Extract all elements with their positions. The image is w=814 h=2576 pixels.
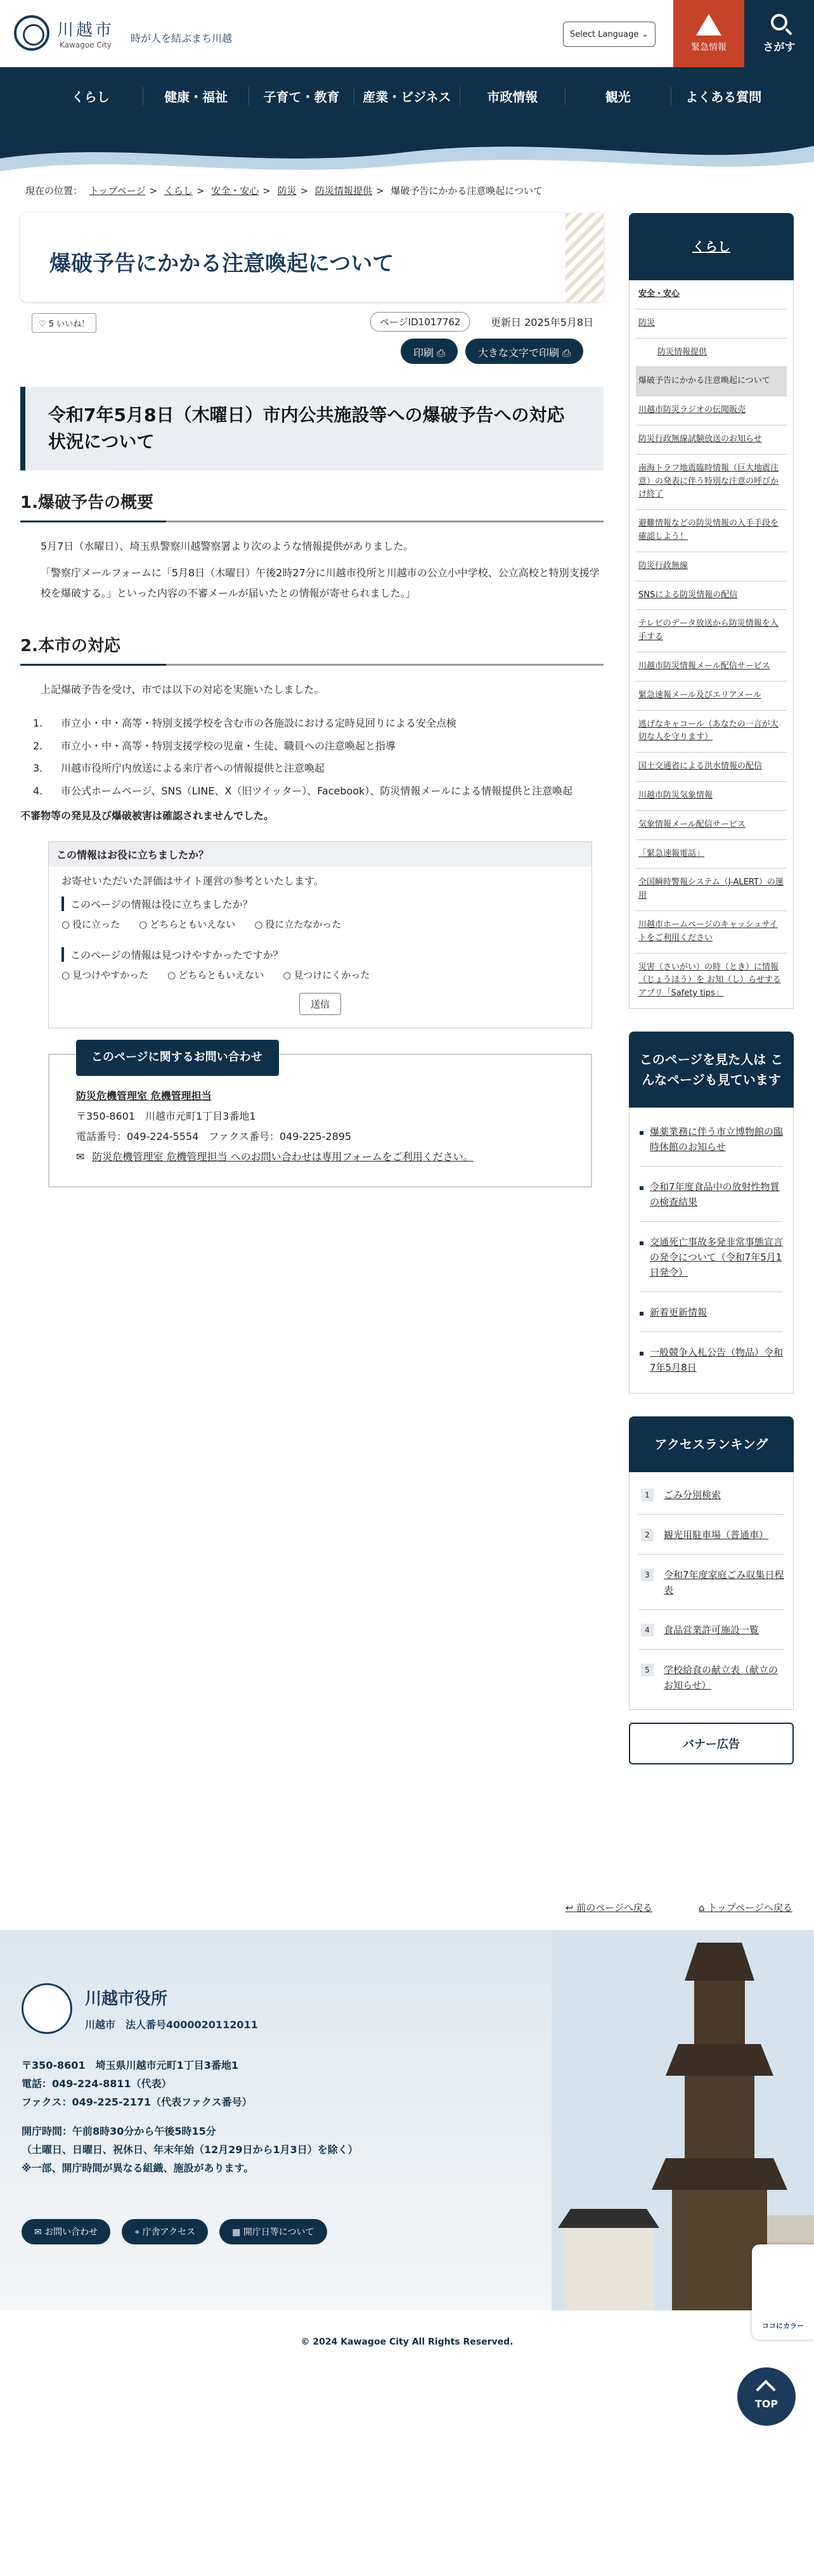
article-heading: 令和7年5月8日（木曜日）市内公共施設等への爆破予告への対応状況について (20, 387, 604, 470)
mail-icon: ✉ (76, 1151, 85, 1163)
sidebar-item[interactable]: 川越市ホームページのキャッシュサイトをご利用ください (636, 911, 787, 954)
rank-badge: 1 (641, 1489, 654, 1501)
footer-address: 〒350-8601 埼玉県川越市元町1丁目3番地1 電話：049-224-8811（代表） ファクス：049-225-2171（代表ファクス番号） 開庁時間：午前8時30分から午後5時15分 （土曜日、日曜日、祝休日、年末年始（12月29日から1月3日）を除く） ※一部、開庁時間が異なる組織、施設があります。 (22, 2059, 358, 2174)
home-link[interactable]: ⌂ トップページへ戻る (699, 1902, 792, 1913)
section-heading-2: 2.本市の対応 (20, 633, 604, 666)
list-item: 2. 市立小・中・高等・特別支援学校の児童・生徒、職員への注意喚起と指導 (33, 739, 396, 752)
copyright: © 2024 Kawagoe City All Rights Reserved. (300, 2337, 514, 2347)
sidebar-menu (629, 280, 794, 1009)
response-list (33, 715, 604, 799)
sidebar-item[interactable]: 防災行政無線 (636, 552, 787, 581)
sidebar-item[interactable]: 南海トラフ地震臨時情報（巨大地震注意）の発表に伴う特別な注意の呼びかけ終了 (636, 455, 787, 510)
sidebar-item[interactable]: 川越市防災ラジオの伝聞販売 (636, 396, 787, 425)
sidebar-item-current: 爆破予告にかかる注意喚起について (636, 367, 787, 396)
send-button[interactable]: 送信 (299, 993, 341, 1015)
radio-option[interactable]: ○ 見つけにくかった (283, 968, 370, 981)
rank-badge: 5 (641, 1664, 654, 1676)
related-title: このページを見た人は こんなページも見ています (629, 1032, 794, 1108)
warning-icon (696, 14, 721, 36)
related-link[interactable]: 爆薬業務に伴う市立博物館の臨時休館のお知らせ (640, 1111, 783, 1167)
calendar-icon: ▦ (232, 2227, 243, 2237)
back-to-top-button[interactable]: TOP (737, 2367, 796, 2426)
page-title: 爆破予告にかかる注意喚起について (49, 251, 394, 276)
radio-option[interactable]: ○ どちらともいえない (167, 968, 264, 981)
feedback-survey (48, 841, 592, 1028)
city-name: 川越市 (57, 20, 115, 40)
sidebar-item[interactable]: 防災行政無線試験放送のお知らせ (636, 425, 787, 455)
breadcrumb-link[interactable]: 安全・安心 (211, 185, 259, 197)
sidebar-item[interactable]: 安全・安心 (636, 280, 787, 309)
nav-item-tourism[interactable]: 観光 (565, 87, 671, 105)
sidebar-item[interactable]: 国土交通省による洪水情報の配信 (636, 753, 787, 782)
rank-badge: 3 (641, 1569, 654, 1581)
contact-title: このページに関するお問い合わせ (76, 1040, 279, 1076)
survey-question: このページの情報は役に立ちましたか？ (61, 896, 579, 911)
nav-item-government[interactable]: 市政情報 (460, 87, 565, 105)
site-footer (0, 1930, 814, 2310)
ranking-item[interactable]: 4 食品営業許可施設一覧 (638, 1610, 784, 1650)
nav-item-kurashi[interactable]: くらし (38, 87, 143, 105)
paragraph: 「警察庁メールフォームに「5月8日（木曜日）午後2時27分に川越市役所と川越市の公立小中学校、公立高校と特別支援学校を爆破する。」といった内容の不審メールが届いたとの情報が寄せられました。」 (41, 567, 600, 599)
contact-form-link[interactable]: 防災危機管理室 危機管理担当 へのお問い合わせは専用フォームをご利用ください。 (92, 1151, 474, 1163)
mascot-widget[interactable]: ココにカラー (752, 2244, 814, 2340)
site-logo[interactable] (14, 15, 232, 51)
city-emblem-icon (14, 15, 49, 51)
radio-option[interactable]: ○ どちらともいえない (139, 917, 235, 931)
sidebar-item[interactable]: テレビのデータ放送から防災情報を入手する (636, 610, 787, 652)
sidebar-item[interactable]: 防災情報提供 (636, 339, 787, 368)
sidebar-item[interactable]: 避難情報などの防災情報の入手手段を確認しよう！ (636, 510, 787, 552)
related-link[interactable]: 一般競争入札公告（物品）令和7年5月8日 (640, 1332, 783, 1387)
list-item: 4. 市公式ホームページ、SNS（LINE、X（旧ツイッター）、Facebook）、防災情報メールによる情報提供と注意喚起 (33, 784, 573, 797)
breadcrumb-link[interactable]: トップページ (89, 185, 146, 197)
sidebar-item[interactable]: 防災 (636, 309, 787, 339)
survey-question: このページの情報は見つけやすかったですか？ (61, 947, 579, 962)
search-button[interactable]: さがす (744, 0, 814, 67)
back-link[interactable]: ↩ 前のページへ戻る (565, 1902, 653, 1913)
emergency-info-button[interactable]: 緊急情報 (673, 0, 744, 67)
sidebar-item[interactable]: SNSによる防災情報の配信 (636, 581, 787, 611)
sidebar-item[interactable]: 気象情報メール配信サービス (636, 811, 787, 840)
sidebar-item[interactable]: 川越市防災情報メール配信サービス (636, 652, 787, 682)
title-decoration (565, 213, 604, 302)
section-heading-1: 1.爆破予告の概要 (20, 489, 604, 522)
list-item: 1. 市立小・中・高等・特別支援学校を含む市の各施設における定時見回りによる安全点検 (33, 717, 457, 729)
nav-item-health[interactable]: 健康・福祉 (143, 87, 249, 105)
main-content (20, 213, 604, 1188)
breadcrumb-current: 爆破予告にかかる注意喚起について (391, 185, 543, 197)
nav-item-business[interactable]: 産業・ビジネス (354, 87, 460, 105)
contact-dept: 防災危機管理室 危機管理担当 (76, 1090, 212, 1103)
paragraph: 5月7日（水曜日）、埼玉県警察川越警察署より次のような情報提供がありました。 (41, 540, 414, 552)
ranking-title: アクセスランキング (629, 1416, 794, 1472)
radio-option[interactable]: ○ 役に立たなかった (254, 917, 341, 931)
footer-access-button[interactable]: ⌖ 庁舎アクセス (122, 2219, 208, 2244)
ranking-item[interactable]: 3 令和7年度家庭ごみ収集日程表 (638, 1555, 784, 1610)
radio-option[interactable]: ○ 見つけやすかった (61, 968, 148, 981)
print-large-button[interactable]: 大きな文字で印刷 ⎙ (465, 339, 583, 364)
survey-title: この情報はお役に立ちましたか？ (49, 842, 591, 867)
mail-icon: ✉ (34, 2227, 45, 2237)
page-title-box (20, 213, 604, 302)
related-link[interactable]: 交通死亡事故多発非常事態宣言の発令について（令和7年5月1日発令） (640, 1222, 783, 1292)
sidebar-title[interactable]: くらし (629, 213, 794, 280)
site-header (0, 0, 814, 67)
contact-address: 〒350-8601 川越市元町1丁目3番地1 (76, 1110, 256, 1123)
print-button[interactable]: 印刷 ⎙ (401, 339, 458, 364)
sidebar (629, 213, 794, 1764)
related-list (629, 1108, 794, 1394)
ranking-list (629, 1472, 794, 1710)
sidebar-item[interactable]: 全国瞬時警報システム（J-ALERT）の運用 (636, 869, 787, 911)
sidebar-item[interactable]: 逃げなキャコール（あなたの一言が大切な人を守ります） (636, 711, 787, 753)
city-emblem-icon (22, 1983, 72, 2034)
sidebar-item[interactable]: 緊急速報メール及びエリアメール (636, 682, 787, 711)
sidebar-item[interactable]: 災害（さいがい）の時（とき）に情報（じょうほう）を お知（し）らせするアプリ「Safety tips」 (638, 962, 781, 999)
search-icon (771, 14, 787, 30)
tagline: 時が人を結ぶまち川越 (131, 32, 233, 44)
chevron-down-icon: ⌄ (642, 29, 649, 39)
footer-org-name: 川越市役所 (85, 1990, 168, 2009)
updated-date: 更新日 2025年5月8日 (491, 316, 594, 328)
nav-item-kids[interactable]: 子育て・教育 (249, 87, 354, 105)
back-arrow-icon: ↩ (565, 1902, 577, 1913)
survey-intro: お寄せいただいた評価はサイト運営の参考といたします。 (61, 875, 324, 888)
breadcrumb-link[interactable]: 防災 (277, 185, 297, 197)
nav-item-faq[interactable]: よくある質問 (685, 89, 762, 105)
contact-phone: 電話番号：049-224-5554 ファクス番号：049-225-2895 (76, 1130, 352, 1143)
printer-icon: ⎙ (437, 347, 445, 359)
radio-option[interactable]: ○ 役に立った (61, 917, 120, 931)
footer-contact-button[interactable]: ✉ お問い合わせ (22, 2219, 110, 2244)
note-text: 不審物等の発見及び爆破被害は確認されませんでした。 (20, 810, 275, 822)
ranking-item[interactable]: 2 観光用駐車場（普通車） (638, 1515, 784, 1555)
contact-box (48, 1051, 592, 1188)
banner-ad-link[interactable]: バナー広告 (629, 1723, 794, 1764)
page-id: ページID1017762 (370, 312, 470, 332)
related-link[interactable]: 令和7年度食品中の放射性物質の検査結果 (640, 1167, 783, 1222)
sidebar-item[interactable]: 川越市防災気象情報 (636, 782, 787, 811)
related-link[interactable]: 新着更新情報 (640, 1292, 783, 1332)
breadcrumb-link[interactable]: くらし (164, 185, 193, 197)
breadcrumb: 現在の位置： トップページ > くらし > 安全・安心 > 防災 > 防災情報提供 > 爆破予告にかかる注意喚起について (25, 185, 543, 197)
footer-corp-number: 川越市 法人番号4000020112011 (85, 2019, 258, 2031)
home-icon: ⌂ (699, 1902, 708, 1913)
paragraph: 上記爆破予告を受け、市では以下の対応を実施いたしました。 (41, 683, 325, 696)
printer-icon: ⎙ (562, 347, 571, 359)
nav-wave-decoration (0, 127, 814, 178)
like-button[interactable]: ♡ 5 いいね！ (32, 313, 96, 333)
pin-icon: ⌖ (134, 2227, 143, 2237)
city-name-en: Kawagoe City (60, 40, 112, 49)
footer-hours-button[interactable]: ▦ 開庁日等について (219, 2219, 326, 2244)
language-select[interactable]: Select Language ⌄ (563, 22, 656, 47)
ranking-item[interactable]: 5 学校給食の献立表（献立のお知らせ） (638, 1650, 784, 1704)
sidebar-item[interactable]: 「緊急速報電話」 (636, 840, 787, 869)
rank-badge: 2 (641, 1529, 654, 1541)
list-item: 3. 川越市役所庁内放送による来庁者への情報提供と注意喚起 (33, 762, 325, 775)
breadcrumb-link[interactable]: 防災情報提供 (314, 185, 372, 197)
ranking-item[interactable]: 1 ごみ分別検索 (638, 1475, 784, 1515)
rank-badge: 4 (641, 1624, 654, 1636)
